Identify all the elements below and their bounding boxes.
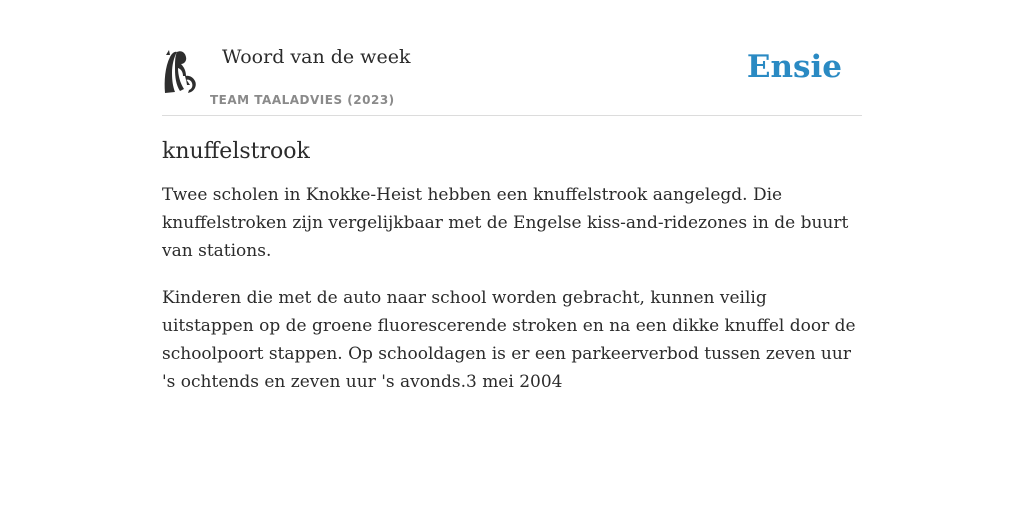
header	[162, 40, 862, 116]
flemish-lion-icon[interactable]	[162, 49, 198, 95]
publication-date: 3 mei 2004	[465, 372, 563, 392]
brand-logo[interactable]: Ensie	[746, 49, 842, 85]
page-container	[162, 40, 862, 396]
article-paragraph-2	[162, 284, 862, 396]
site-subtitle: TEAM TAALADVIES (2023)	[210, 93, 395, 107]
article-paragraph-2-text: Kinderen die met de auto naar school worden gebracht, kunnen veilig uitstappen op de groene fluorescerende stroken en na een dikke knuffel door de schoolpoort stappen. Op schooldagen is er een parkeerverbod tussen zeven uur 's ochtends en zeven uur 's avonds.	[162, 288, 856, 392]
word-title: knuffelstrook	[162, 139, 310, 164]
site-title[interactable]: Woord van de week	[222, 46, 411, 68]
article-paragraph-1: Twee scholen in Knokke-Heist hebben een knuffelstrook aangelegd. Die knuffelstroken zijn vergelijkbaar met de Engelse kiss-and-ridezones in de buurt van stations.	[162, 185, 849, 261]
